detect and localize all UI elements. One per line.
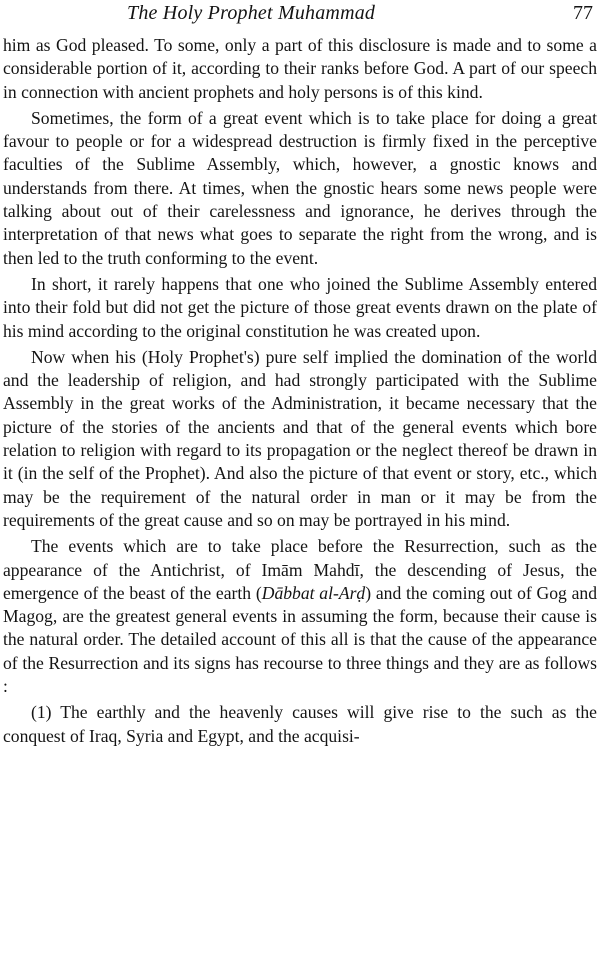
page-number: 77: [573, 2, 593, 24]
running-title: The Holy Prophet Muhammad: [127, 2, 376, 24]
paragraph-2: Sometimes, the form of a great event which is to take place for doing a great favour to people or for a widespread destruction is firmly fixed in the perceptive faculties of the Sublime Assembly, which, however, a gnostic knows and understands from there. At times, when the gnostic hears some news people were talking about out of their carelessness and ignorance, he derives through the interpretation of that news what goes to separate the right from the wrong, and is then led to the truth conforming to the event.: [3, 107, 597, 268]
paragraph-5: [3, 535, 597, 698]
paragraph-6: (1) The earthly and the heavenly causes will give rise to the such as the conquest of Iraq, Syria and Egypt, and the acquisi-: [3, 702, 597, 746]
paragraph-3: In short, it rarely happens that one who joined the Sublime Assembly entered into their fold but did not get the picture of those great events drawn on the plate of his mind according to the original constitution he was created upon.: [3, 273, 597, 341]
running-header: [3, 0, 597, 34]
paragraph-1: him as God pleased. To some, only a part of this disclosure is made and to some a considerable portion of it, according to their ranks before God. A part of our speech in connection with ancient prophets and holy persons is of this kind.: [3, 35, 597, 102]
paragraph-5-text-start: The events which are to take place before the Resurrection, such as the appearance of the Antichrist, of Imām Mahdī, the descending of Jesus, the emergence of the beast of the earth (: [3, 536, 597, 603]
body-text: [3, 34, 597, 748]
italic-term-dabbat-al-ard: Dābbat al-Arḍ: [261, 582, 366, 603]
paragraph-5-text-end: ) and the coming out of Gog and Magog, are the greatest general events in assuming the form, because their cause is the natural order. The detailed account of this all is that the cause of the appearance of the Resurrection and its signs has recourse to three things and they are as follows :: [3, 582, 597, 697]
paragraph-4: Now when his (Holy Prophet's) pure self implied the domination of the world and the leadership of religion, and had strongly participated with the Sublime Assembly in the great works of the Administration, it became necessary that the picture of the stories of the ancients and that of the general events which bore relation to religion with regard to its propagation or the neglect thereof be drawn in it (in the self of the Prophet). And also the picture of that event or story, etc., which may be the requirement of the natural order in man or it may be from the requirements of the great cause and so on may be portrayed in his mind.: [3, 346, 597, 530]
